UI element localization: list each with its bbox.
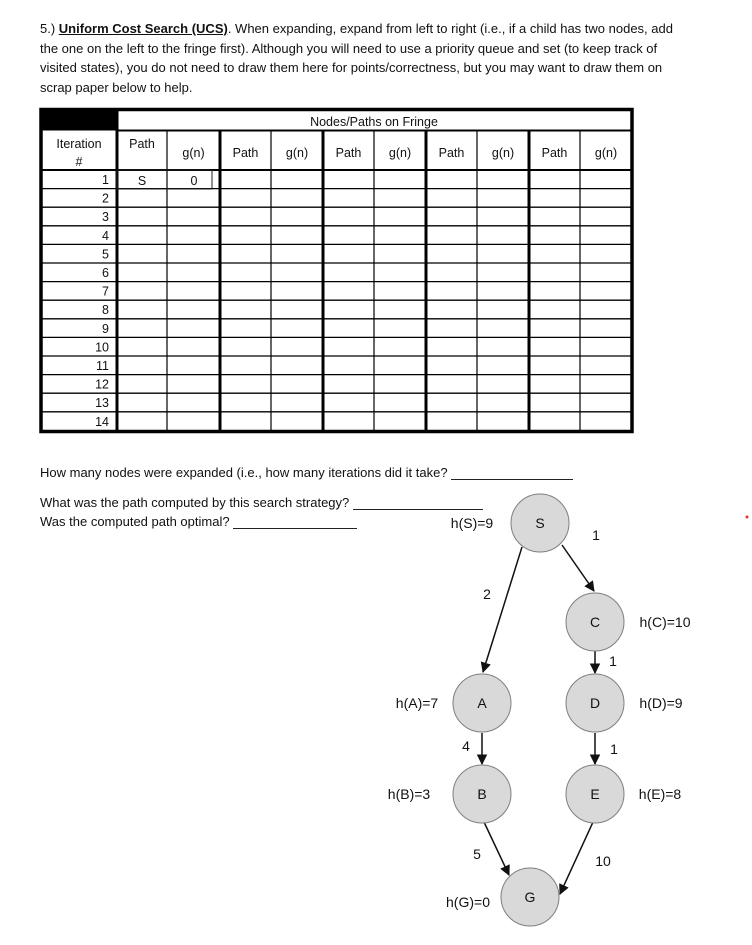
- node-b-label: B: [477, 786, 487, 802]
- iteration-number: 12: [95, 377, 109, 392]
- column-header-path: Path: [232, 146, 259, 160]
- node-e-label: E: [590, 786, 600, 802]
- iteration-number: 6: [102, 266, 109, 280]
- column-header-gn: g(n): [388, 146, 412, 160]
- iteration-number: 2: [102, 191, 109, 206]
- edge-s-c: [562, 545, 594, 591]
- node-c-label: C: [589, 614, 601, 630]
- node-a: [453, 674, 511, 732]
- weight-d-e: 1: [610, 741, 618, 757]
- iteration-number: 5: [102, 247, 109, 262]
- weight-c-d: 1: [609, 653, 617, 669]
- node-g: [501, 868, 559, 926]
- node-d-label: D: [589, 695, 601, 711]
- question-number: 5.): [40, 21, 59, 36]
- heuristic-s: h(S)=9: [450, 515, 494, 531]
- iteration-number: 14: [95, 414, 109, 429]
- column-header-path: Path: [129, 137, 155, 151]
- question-path-text: What was the path computed by this search strategy?: [40, 495, 350, 510]
- heuristic-a: h(A)=7: [395, 695, 439, 711]
- weight-b-g: 5: [473, 846, 481, 862]
- column-header-gn: g(n): [491, 146, 515, 160]
- stray-mark: [746, 516, 749, 519]
- iteration-number: 9: [102, 321, 109, 336]
- iteration-header-line1: Iteration: [56, 137, 102, 151]
- iteration-number: 11: [96, 359, 109, 373]
- iteration-number: 8: [102, 303, 109, 318]
- column-header-gn: g(n): [182, 146, 205, 160]
- heuristic-d: h(D)=9: [639, 695, 683, 711]
- weight-s-c: 1: [592, 527, 600, 543]
- node-d: [566, 674, 624, 732]
- iteration-header-line2: #: [75, 155, 83, 169]
- iteration-number: 13: [95, 396, 109, 411]
- node-b: [453, 765, 511, 823]
- edge-s-a: [483, 547, 522, 672]
- heuristic-c: h(C)=10: [639, 614, 691, 630]
- edge-e-g: [560, 822, 593, 894]
- heuristic-b: h(B)=3: [387, 786, 431, 802]
- question-expanded-text: How many nodes were expanded (i.e., how many iterations did it take?: [40, 465, 448, 480]
- weight-e-g: 10: [595, 853, 611, 869]
- question-optimal-text: Was the computed path optimal?: [40, 514, 230, 529]
- group-header-label: Nodes/Paths on Fringe: [310, 115, 438, 129]
- weight-s-a: 2: [483, 586, 491, 602]
- iteration-number: 3: [102, 210, 109, 225]
- heuristic-g: h(G)=0: [446, 894, 490, 910]
- iteration-number: 7: [102, 284, 109, 299]
- node-g-label: G: [524, 889, 536, 905]
- node-a-label: A: [477, 695, 487, 711]
- heuristic-e: h(E)=8: [638, 786, 682, 802]
- question-title: Uniform Cost Search (UCS): [58, 21, 228, 36]
- iteration-number: 4: [102, 228, 109, 243]
- edge-b-g: [484, 822, 509, 875]
- iteration-number: 1: [102, 173, 109, 187]
- first-entry-gn: 0: [190, 174, 198, 188]
- column-header-path: Path: [335, 146, 362, 160]
- column-header-path: Path: [438, 146, 465, 160]
- column-header-gn: g(n): [594, 146, 618, 160]
- node-c: [566, 593, 624, 651]
- first-entry-path: S: [137, 174, 147, 188]
- node-s: [511, 494, 569, 552]
- column-header-gn: g(n): [285, 146, 309, 160]
- question-body: . When expanding, expand from left to right (i.e., if a child has two nodes, add the one on the left to the fringe first). Although you will need to use a priority queue and set (to keep track of visited states), you do not need to draw them here for points/correctness, but you may want to draw them on scrap paper below to help.: [40, 21, 673, 95]
- iteration-number: 10: [95, 340, 109, 355]
- weight-a-b: 4: [462, 738, 470, 754]
- node-e: [566, 765, 624, 823]
- column-header-path: Path: [541, 146, 568, 160]
- node-s-label: S: [535, 515, 545, 531]
